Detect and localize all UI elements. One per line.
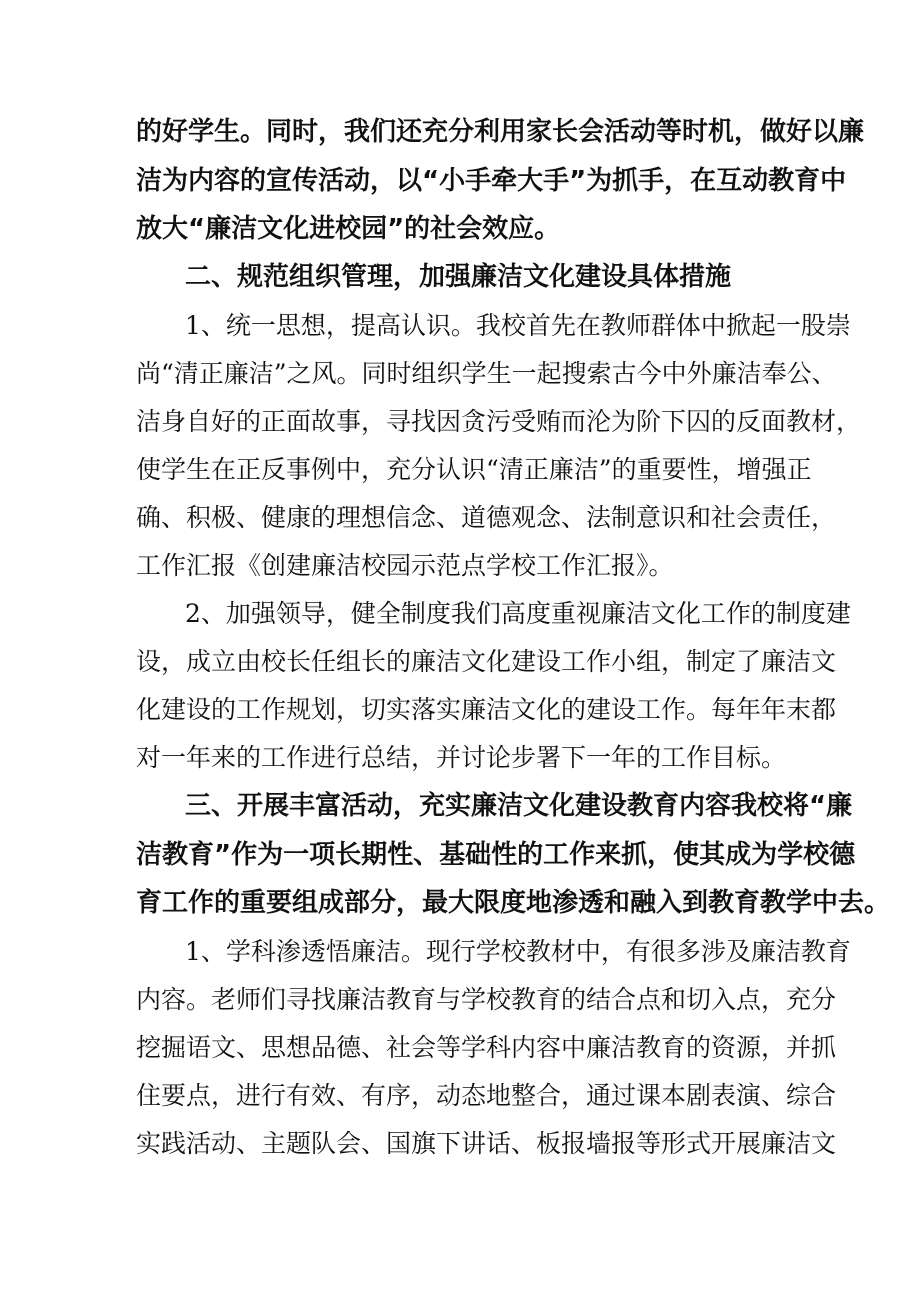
text-line-5: 1、统一思想，提高认识。我校首先在教师群体中掀起一股崇 xyxy=(185,311,851,340)
text-line-8: 使学生在正反事例中，充分认识“清正廉洁”的重要性，增强正 xyxy=(136,455,812,484)
text-line-18: 1、学科渗透悟廉洁。现行学校教材中，有很多涉及廉洁教育 xyxy=(185,937,851,966)
section-heading-2: 二、规范组织管理，加强廉洁文化建设具体措施 xyxy=(185,262,732,292)
text-line-1: 的好学生。同时，我们还充分利用家长会活动等时机，做好以廉 xyxy=(136,117,865,147)
text-line-19: 内容。老师们寻找廉洁教育与学校教育的结合点和切入点，充分 xyxy=(136,985,837,1014)
text-line-2: 洁为内容的宣传活动，以“小手牵大手”为抓手，在互动教育中 xyxy=(136,166,847,196)
text-line-9: 确、积极、健康的理想信念、道德观念、法制意识和社会责任， xyxy=(136,503,837,532)
section-heading-3: 三、开展丰富活动，充实廉洁文化建设教育内容我校将“廉 xyxy=(185,791,853,821)
text-line-11: 2、加强领导，健全制度我们高度重视廉洁文化工作的制度建 xyxy=(185,599,851,628)
text-line-14: 对一年来的工作进行总结，并讨论步署下一年的工作目标。 xyxy=(136,743,787,772)
text-line-17: 育工作的重要组成部分，最大限度地渗透和融入到教育教学中去。 xyxy=(136,888,891,918)
text-line-16: 洁教育”作为一项长期性、基础性的工作来抓，使其成为学校德 xyxy=(136,840,856,870)
text-line-20: 挖掘语文、思想品德、社会等学科内容中廉洁教育的资源，并抓 xyxy=(136,1033,837,1062)
text-line-12: 设，成立由校长任组长的廉洁文化建设工作小组，制定了廉洁文 xyxy=(136,647,837,676)
text-line-6: 尚“清正廉洁”之风。同时组织学生一起搜索古今中外廉洁奉公、 xyxy=(136,359,837,388)
text-line-13: 化建设的工作规划，切实落实廉洁文化的建设工作。每年年末都 xyxy=(136,695,837,724)
text-line-22: 实践活动、主题队会、国旗下讲话、板报墙报等形式开展廉洁文 xyxy=(136,1129,837,1158)
text-line-10: 工作汇报《创建廉洁校园示范点学校工作汇报》。 xyxy=(136,551,674,580)
text-line-3: 放大“廉洁文化进校园”的社会效应。 xyxy=(136,214,561,244)
text-line-7: 洁身自好的正面故事，寻找因贪污受贿而沦为阶下囚的反面教材， xyxy=(136,407,862,436)
text-line-21: 住要点，进行有效、有序，动态地整合，通过课本剧表演、综合 xyxy=(136,1081,837,1110)
